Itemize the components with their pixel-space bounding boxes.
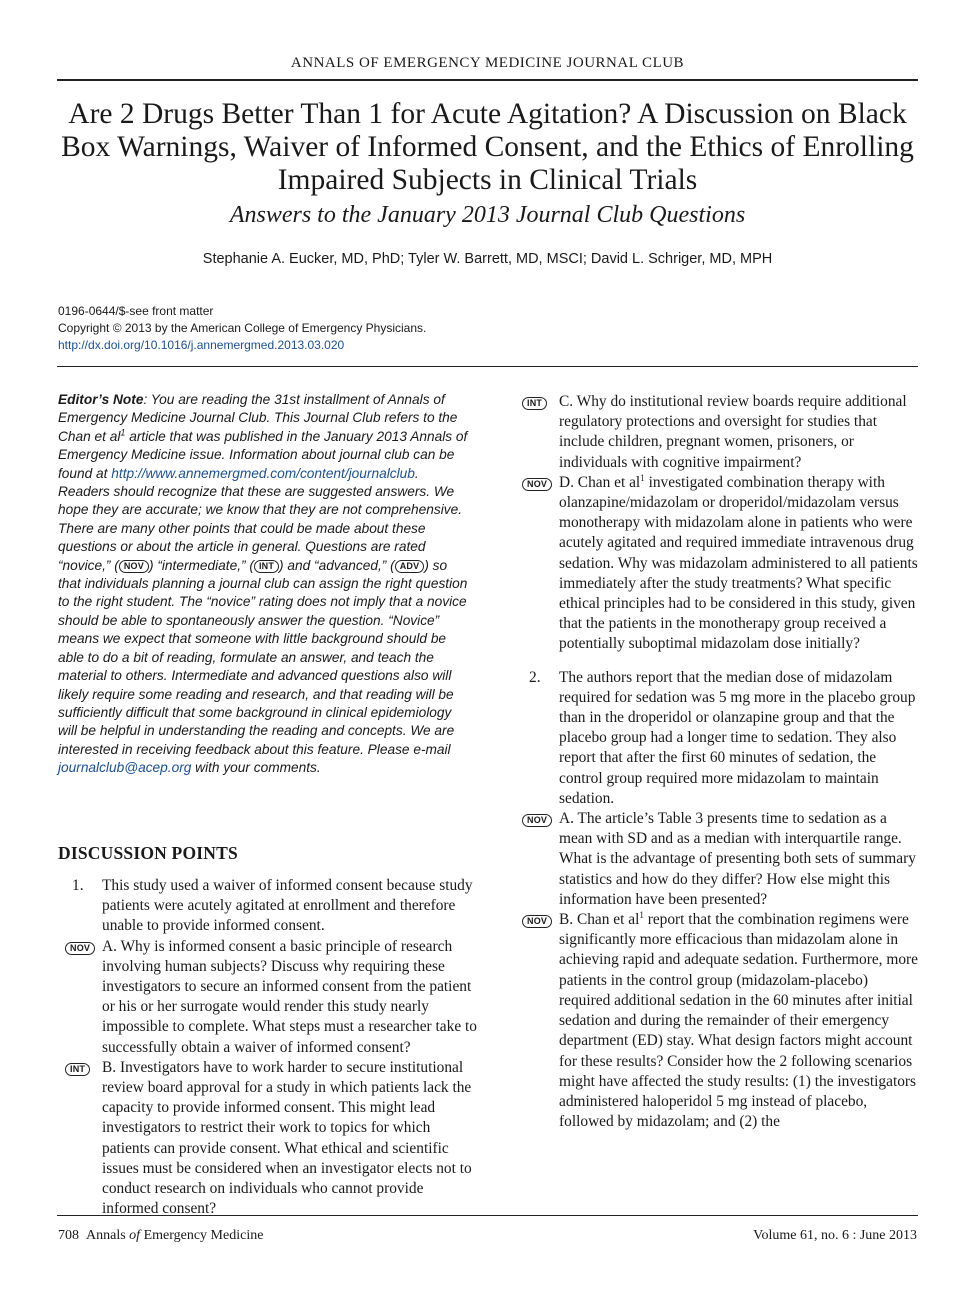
reference-superscript[interactable]: 1 — [640, 472, 645, 483]
journal-name-annals: Annals — [86, 1228, 126, 1243]
doi-link[interactable]: http://dx.doi.org/10.1016/j.annemergmed.2013.03.020 — [58, 338, 345, 352]
question-text: A. The article’s Table 3 presents time to sedation as a mean with SD and as a median with interquartile range. What is the advantage of presenting both sets of summary statistics and how do they differ? How else might this information have been presented? — [559, 810, 916, 908]
intermediate-badge-icon: INT — [522, 397, 547, 410]
intermediate-badge-icon: INT — [254, 560, 279, 573]
editors-note-text: with your comments. — [191, 760, 321, 776]
copyright-line: Copyright © 2013 by the American College of Emergency Physicians. — [58, 321, 427, 335]
question-1d — [515, 473, 920, 655]
novice-badge-icon: NOV — [522, 814, 552, 827]
advanced-badge-icon: ADV — [395, 560, 425, 573]
intermediate-badge-icon: INT — [65, 1063, 90, 1076]
question-text: D. Chan et al — [559, 473, 641, 491]
question-text: B. Investigators have to work harder to secure institutional review board approval for a study in which patients lack the capacity to provide informed consent. This might lead investigators to restrict their work to topics for which patients can provide consent. What ethical and scientific issues must be considered when an investigator elects not to conduct research on individuals who cannot provide informed consent? — [102, 1058, 472, 1218]
editors-note-text: . Readers should recognize that these are suggested answers. We hope they are accurate; we know that they are not comprehensive. There are many other points that could be made about these questions or about the article in general. Questions are rated “novice,” ( — [58, 465, 463, 573]
footer-journal — [58, 1228, 263, 1244]
question-text: report that the combination regimens were significantly more efficacious than midazolam alone in achieving rapid and adequate sedation. Furthermore, more patients in the control group (midazolam-placebo) required additional sedation in the 60 minutes after initial sedation and during the remainder of their emergency department (ED) stay. What design factors might account for these results? Consider how the 2 following scenarios might have affected the study results: (1) the investigators administered haloperidol 5 mg instead of placebo, followed by midazolam; and (2) the — [559, 911, 918, 1131]
running-head: ANNALS OF EMERGENCY MEDICINE JOURNAL CLUB — [290, 55, 685, 71]
novice-badge-icon: NOV — [65, 942, 95, 955]
reference-superscript[interactable]: 1 — [120, 427, 126, 438]
header-rule — [57, 79, 918, 81]
novice-badge-icon: NOV — [522, 478, 552, 491]
editors-note-text: article that was published in the January 2013 Annals of Emergency Medicine issue. Information about journal club can be found at — [58, 428, 468, 481]
editors-note-label: Editor’s Note — [58, 392, 144, 407]
editors-note-text: ) and “advanced,” ( — [279, 557, 395, 573]
question-text: A. Why is informed consent a basic principle of research involving human subjects? Discuss why requiring these investigators to secure an informed consent from the patient or his or her surrogate would render this study nearly impossible to complete. What steps must a researcher take to successfully obtain a waiver of informed consent? — [102, 937, 477, 1056]
novice-badge-icon: NOV — [522, 915, 552, 928]
discussion-points-heading: DISCUSSION POINTS — [58, 843, 238, 863]
journal-name-em: Emergency Medicine — [143, 1228, 264, 1243]
article-authors: Stephanie A. Eucker, MD, PhD; Tyler W. Barrett, MD, MSCI; David L. Schriger, MD, MPH — [202, 251, 773, 267]
editors-note-text: ) “intermediate,” ( — [148, 557, 254, 573]
left-column — [58, 876, 478, 1219]
novice-badge-icon: NOV — [119, 560, 149, 573]
question-1 — [58, 876, 478, 937]
question-2b — [515, 910, 920, 1132]
email-link[interactable]: journalclub@acep.org — [58, 760, 192, 776]
editors-note — [58, 391, 473, 778]
spacer — [515, 655, 920, 668]
question-1a — [58, 937, 478, 1058]
question-text: The authors report that the median dose of midazolam required for sedation was 5 mg more in the placebo group than in the droperidol or olanzapine group and that the placebo group had a longer time to sedation. They also report that after the first 60 minutes of sedation, the control group required more midazolam to maintain sedation. — [559, 668, 916, 807]
question-number: 1. — [72, 877, 84, 894]
article-subtitle: Answers to the January 2013 Journal Club Questions — [229, 202, 746, 228]
frontmatter-rule — [57, 366, 918, 367]
editors-note-text: : You are reading the 31st installment of Annals of Emergency Medicine Journal Club. This Journal Club refers to the Chan et al — [58, 392, 458, 444]
question-number: 2. — [529, 668, 541, 686]
question-text: This study used a waiver of informed consent because study patients were acutely agitated at enrollment and therefore unable to provide informed consent. — [102, 877, 473, 935]
question-2 — [515, 668, 920, 809]
question-text: investigated combination therapy with olanzapine/midazolam or droperidol/midazolam versus monotherapy with midazolam alone in patients who were acutely agitated and required immediate intravenous drug sedation. Why was midazolam administered to all patients immediately after the study treatments? What specific ethical principles had to be considered in this study, given that the patients in the monotherapy group received a potentially suboptimal midazolam dose initially? — [559, 473, 918, 653]
right-column — [515, 392, 920, 1132]
question-text: B. Chan et al — [559, 911, 640, 929]
journal-name-of: of — [129, 1228, 141, 1243]
editors-note-text: ) so that individuals planning a journal club can assign the right question to the right student. The “novice” rating does not imply that a novice should be able to spontaneously answer the question. “Novice” means we expect that someone with little background should be able to do a bit of reading, formulate an answer, and teach the material to others. Intermediate and advanced questions also will likely require some reading and research, and that reading will be sufficiently difficult that some background in clinical epidemiology will be helpful in understanding the reading and concepts. We are interested in receiving feedback about this feature. Please e-mail — [58, 557, 468, 757]
question-1b — [58, 1058, 478, 1220]
footer-rule — [57, 1215, 918, 1216]
journal-club-link[interactable]: http://www.annemergmed.com/content/journalclub — [111, 465, 415, 481]
article-title: Are 2 Drugs Better Than 1 for Acute Agitation? A Discussion on Black Box Warnings, Waiver of Informed Consent, and the Ethics of Enrolling Impaired Subjects in Clinical Trials — [61, 98, 914, 196]
front-matter — [58, 303, 426, 354]
issn-line: 0196-0644/$-see front matter — [58, 304, 214, 318]
page-number: 708 — [58, 1228, 79, 1243]
question-text: C. Why do institutional review boards require additional regulatory protections and oversight for studies that include children, pregnant women, prisoners, or individuals with cognitive impairment? — [559, 393, 907, 471]
question-1c — [515, 392, 920, 473]
question-2a — [515, 809, 920, 910]
footer-volume: Volume 61, no. 6 : June 2013 — [753, 1228, 917, 1243]
reference-superscript[interactable]: 1 — [639, 909, 644, 920]
